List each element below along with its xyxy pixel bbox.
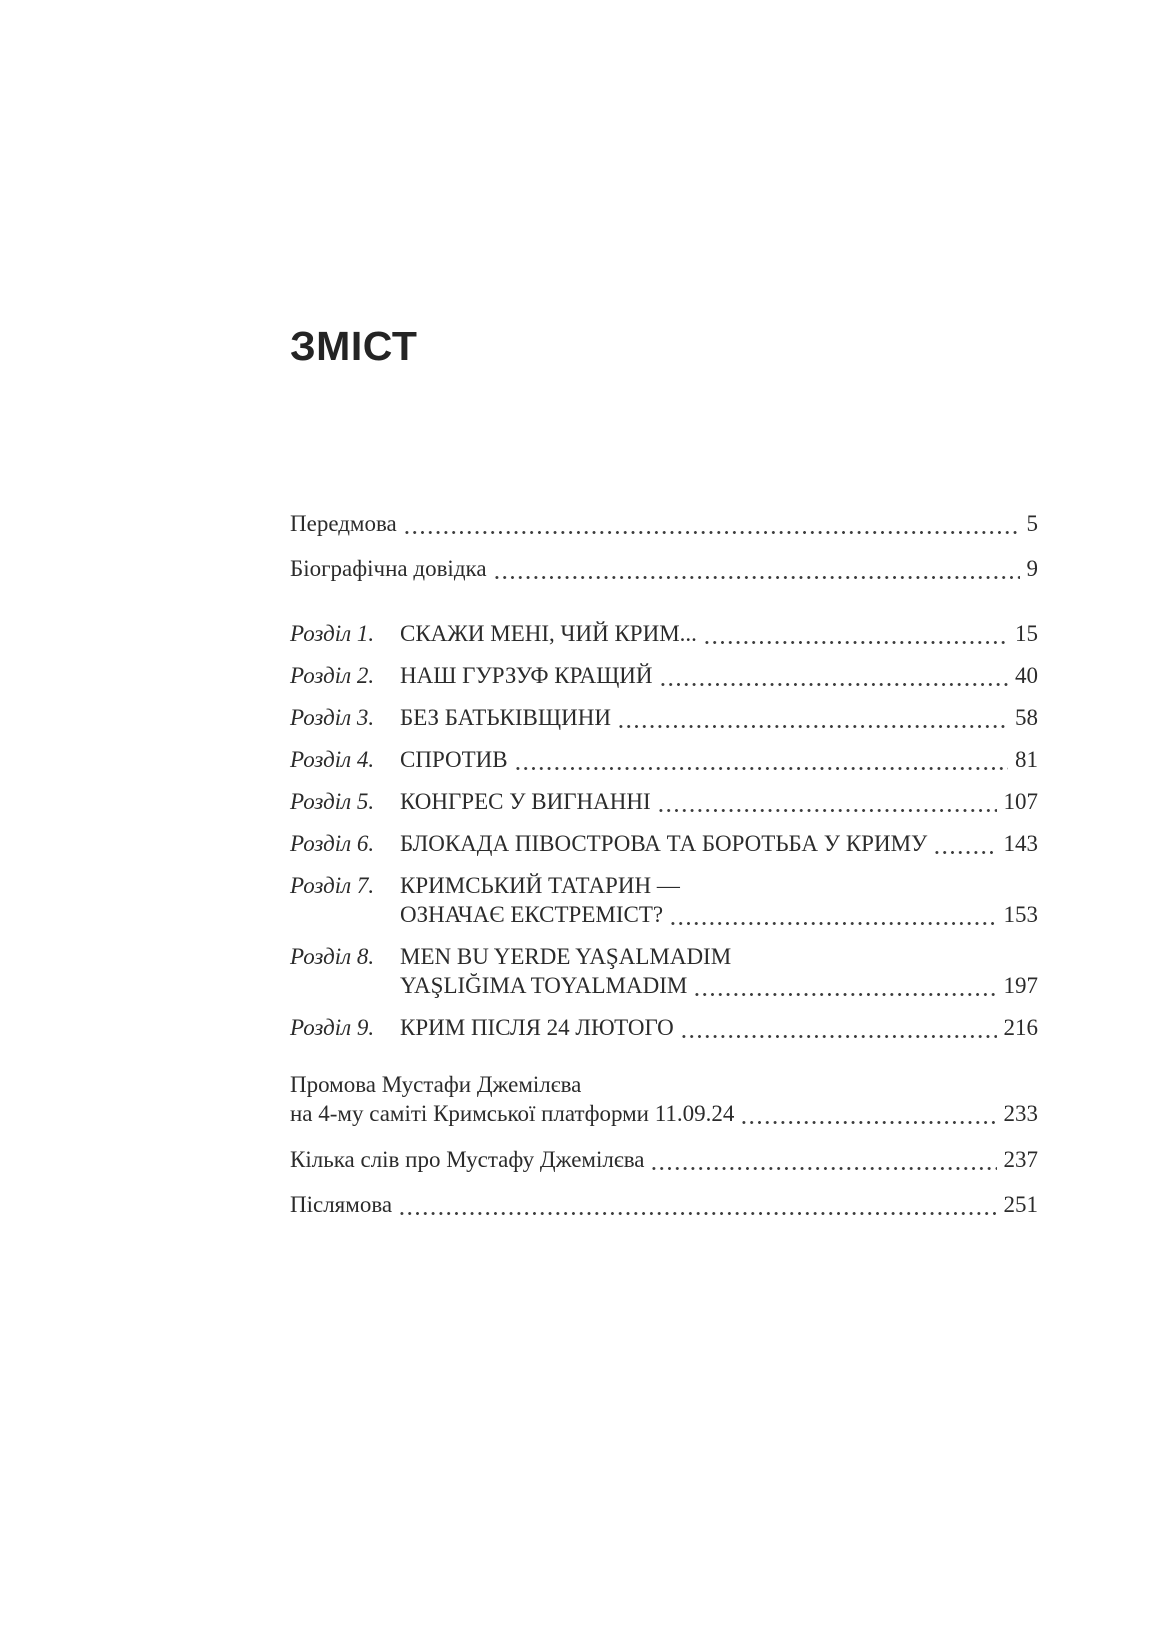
- page-number: 58: [1015, 705, 1038, 730]
- page-number: 143: [1003, 831, 1038, 856]
- chapter-title: БЕЗ БАТЬКІВЩИНИ: [400, 705, 611, 730]
- chapter-title-line-2: YAŞLIĞIMA TOYALMADIM: [400, 973, 688, 998]
- entry-title-line-1: Промова Мустафи Джемілєва: [290, 1072, 582, 1097]
- chapter-label: Розділ 3.: [290, 705, 375, 730]
- chapter-label: Розділ 1.: [290, 621, 375, 646]
- page-number: 237: [1003, 1147, 1038, 1172]
- page-number: 81: [1015, 747, 1038, 772]
- page-number: 9: [1026, 556, 1038, 581]
- dot-leader: [650, 1167, 996, 1170]
- dot-leader: [933, 851, 996, 854]
- dot-leader: [680, 1035, 997, 1038]
- chapter-label: Розділ 9.: [290, 1015, 375, 1040]
- toc-entry-biographical-note: [290, 554, 1038, 583]
- entry-title: Кілька слів про Мустафу Джемілєва: [290, 1147, 645, 1172]
- toc-entry-peredmova: [290, 509, 1038, 538]
- chapter-label: Розділ 8.: [290, 944, 375, 969]
- toc-entry-chapter-5: [290, 787, 1038, 816]
- entry-title-line-2: на 4-му саміті Кримської платформи 11.09.24: [290, 1101, 735, 1126]
- page-number: 197: [1003, 973, 1038, 998]
- dot-leader: [493, 576, 1020, 579]
- toc-entry-chapter-6: [290, 829, 1038, 858]
- chapter-title: НАШ ГУРЗУФ КРАЩИЙ: [400, 663, 653, 688]
- dot-leader: [669, 922, 996, 925]
- chapter-title: СКАЖИ МЕНІ, ЧИЙ КРИМ...: [400, 621, 697, 646]
- toc-entry-chapter-1: [290, 619, 1038, 648]
- chapter-label: Розділ 5.: [290, 789, 375, 814]
- page-number: 107: [1003, 789, 1038, 814]
- dot-leader: [657, 809, 997, 812]
- toc-entry-speech: [290, 1070, 1038, 1128]
- chapter-label: Розділ 4.: [290, 747, 375, 772]
- page-number: 233: [1003, 1101, 1038, 1126]
- chapter-title-line-1: MEN BU YERDE YAŞALMADIM: [400, 944, 732, 969]
- chapter-title-line-1: КРИМСЬКИЙ ТАТАРИН —: [400, 873, 680, 898]
- page-number: 216: [1003, 1015, 1038, 1040]
- dot-leader: [514, 767, 1008, 770]
- entry-title: Післямова: [290, 1192, 393, 1217]
- chapter-title: БЛОКАДА ПІВОСТРОВА ТА БОРОТЬБА У КРИМУ: [400, 831, 928, 856]
- page-number: 15: [1015, 621, 1038, 646]
- entry-title: Передмова: [290, 511, 397, 536]
- toc-entry-chapter-2: [290, 661, 1038, 690]
- dot-leader: [659, 683, 1009, 686]
- dot-leader: [703, 641, 1008, 644]
- dot-leader: [693, 993, 996, 996]
- toc-entry-few-words: [290, 1145, 1038, 1174]
- chapter-title: СПРОТИВ: [400, 747, 508, 772]
- chapter-title: КРИМ ПІСЛЯ 24 ЛЮТОГО: [400, 1015, 674, 1040]
- chapter-label: Розділ 6.: [290, 831, 375, 856]
- page-title: ЗМІСТ: [290, 323, 418, 369]
- chapter-label: Розділ 2.: [290, 663, 375, 688]
- toc-entry-chapter-8: [290, 942, 1038, 1000]
- chapter-title-line-2: ОЗНАЧАЄ ЕКСТРЕМІСТ?: [400, 902, 664, 927]
- toc-entry-chapter-4: [290, 745, 1038, 774]
- toc-entry-pislyamova: [290, 1190, 1038, 1219]
- chapter-title: КОНГРЕС У ВИГНАННІ: [400, 789, 651, 814]
- toc-entry-chapter-3: [290, 703, 1038, 732]
- page-number: 153: [1003, 902, 1038, 927]
- toc-entry-chapter-9: [290, 1013, 1038, 1042]
- dot-leader: [617, 725, 1008, 728]
- table-of-contents: [290, 509, 1038, 1219]
- entry-title: Біографічна довідка: [290, 556, 487, 581]
- dot-leader: [740, 1121, 996, 1124]
- toc-entry-chapter-7: [290, 871, 1038, 929]
- dot-leader: [403, 531, 1020, 534]
- page-number: 40: [1015, 663, 1038, 688]
- chapter-label: Розділ 7.: [290, 873, 375, 898]
- dot-leader: [398, 1212, 996, 1215]
- page-number: 5: [1026, 511, 1038, 536]
- page-number: 251: [1003, 1192, 1038, 1217]
